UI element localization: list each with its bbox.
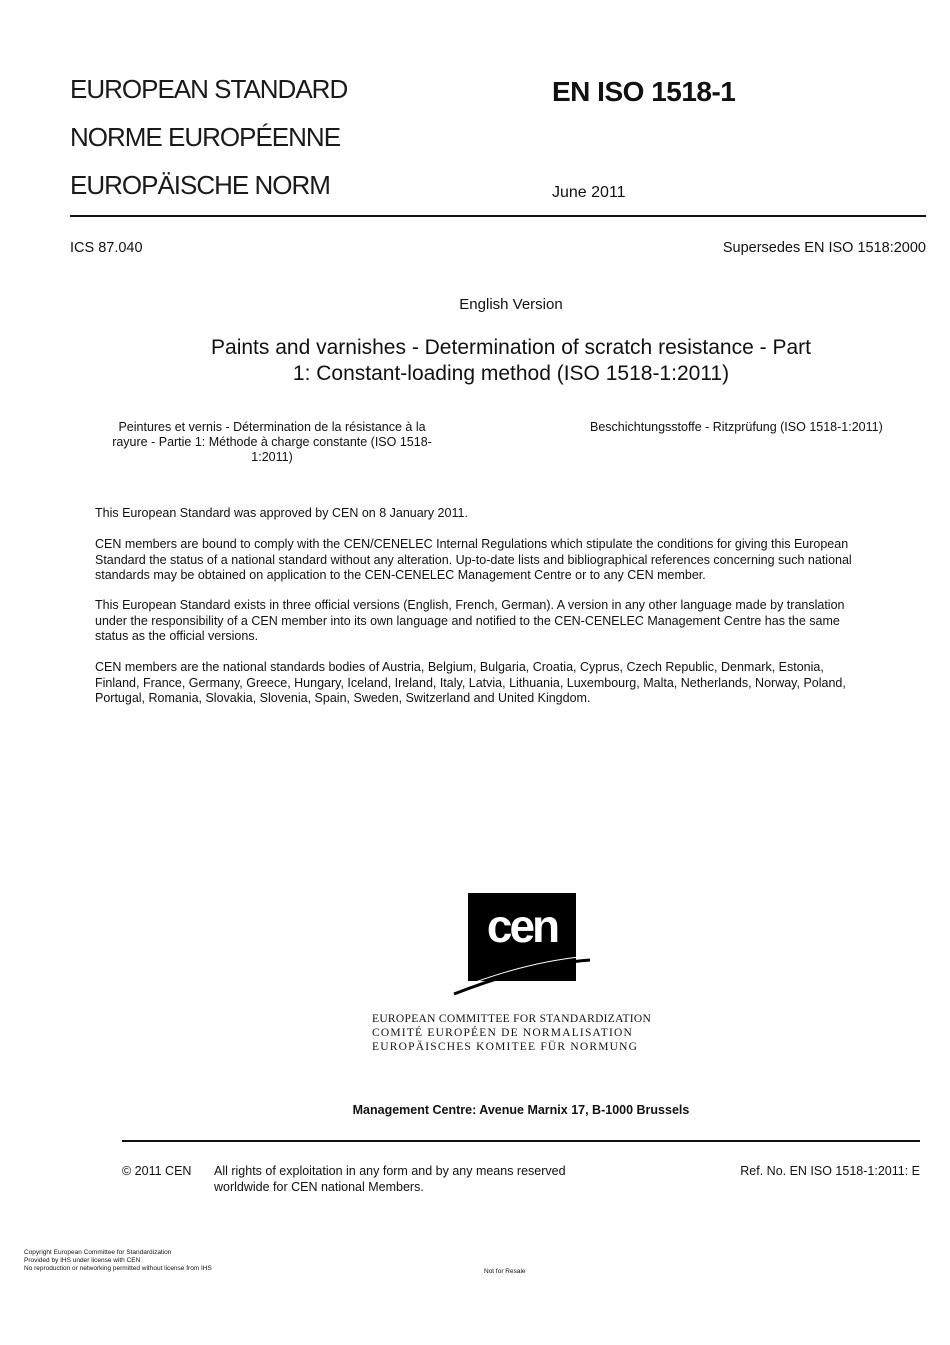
paragraph-line: Finland, France, Germany, Greece, Hungary, Iceland, Ireland, Italy, Latvia, Lithuania, Luxembourg, Malta, Netherlands, Norway, Poland, [95,675,846,690]
supersedes-note: Supersedes EN ISO 1518:2000 [722,240,926,256]
version-label: English Version [459,296,563,313]
paragraph-line: status as the official versions. [95,629,259,643]
approval-statement: This European Standard was approved by CEN on 8 January 2011. [95,506,468,520]
paragraph-line: standards may be obtained on application to the CEN-CENELEC Management Centre or to any CEN member. [95,568,706,582]
footer-divider [122,1140,920,1142]
title-german: EUROPÄISCHE NORM [70,170,330,200]
paragraph-line: under the responsibility of a CEN member into its own language and notified to the CEN-CENELEC Management Centre has the same [95,613,840,628]
main-title [140,335,882,387]
cen-logo [450,890,595,1002]
cen-name-german: EUROPÄISCHES KOMITEE FÜR NORMUNG [372,1041,639,1053]
paragraph-line: CEN members are the national standards bodies of Austria, Belgium, Bulgaria, Croatia, Cyprus, Czech Republic, Denmark, Estonia, [95,660,824,674]
publication-date: June 2011 [552,184,626,201]
main-title-line-1: Paints and varnishes - Determination of scratch resistance - Part [211,336,811,359]
paragraph-line: Portugal, Romania, Slovakia, Slovenia, Spain, Sweden, Switzerland and United Kingdom. [95,691,591,705]
management-centre-address: Management Centre: Avenue Marnix 17, B-1000 Brussels [352,1103,690,1117]
paragraph-line: CEN members are bound to comply with the CEN/CENELEC Internal Regulations which stipulate the conditions for giving this European [95,537,849,551]
licence-line-2: Provided by IHS under license with CEN [24,1257,141,1264]
paragraph-line: This European Standard exists in three official versions (English, French, German). A version in any other language made by translation [95,598,845,612]
french-title-line-3: 1:2011) [251,450,293,464]
french-title-line-2: rayure - Partie 1: Méthode à charge constante (ISO 1518- [112,435,432,449]
cen-name-english: EUROPEAN COMMITTEE FOR STANDARDIZATION [372,1013,652,1025]
paragraph-versions [95,598,844,645]
licence-notice [24,1249,212,1273]
title-french: NORME EUROPÉENNE [70,122,341,152]
main-title-line-2: 1: Constant-loading method (ISO 1518-1:2011) [292,362,730,385]
not-for-resale-notice: Not for Resale [484,1268,526,1275]
paragraph-members [95,660,846,707]
title-english: EUROPEAN STANDARD [70,74,348,104]
doc-number: EN ISO 1518-1 [552,76,736,107]
cen-logo-graphic [450,890,595,1002]
header-divider [70,215,926,217]
ics-code: ICS 87.040 [70,240,143,256]
german-title: Beschichtungsstoffe - Ritzprüfung (ISO 1518-1:2011) [590,420,883,434]
french-title [92,420,452,465]
licence-line-1: Copyright European Committee for Standardization [24,1249,172,1256]
paragraph-line: Standard the status of a national standard without any alteration. Up-to-date lists and bibliographical references concerning such national [95,552,852,567]
paragraph-compliance [95,537,852,584]
rights-line-2: worldwide for CEN national Members. [214,1179,424,1194]
rights-statement [214,1164,566,1195]
rights-line-1: All rights of exploitation in any form and by any means reserved [214,1164,566,1178]
french-title-line-1: Peintures et vernis - Détermination de la résistance à la [118,420,426,434]
cen-name-block [372,1013,651,1053]
copyright-notice: © 2011 CEN [122,1164,192,1178]
cen-logo-text: cen [486,900,558,952]
reference-number: Ref. No. EN ISO 1518-1:2011: E [740,1164,920,1178]
licence-line-3: No reproduction or networking permitted without license from IHS [24,1265,212,1272]
cen-name-french: COMITÉ EUROPÉEN DE NORMALISATION [372,1027,634,1039]
